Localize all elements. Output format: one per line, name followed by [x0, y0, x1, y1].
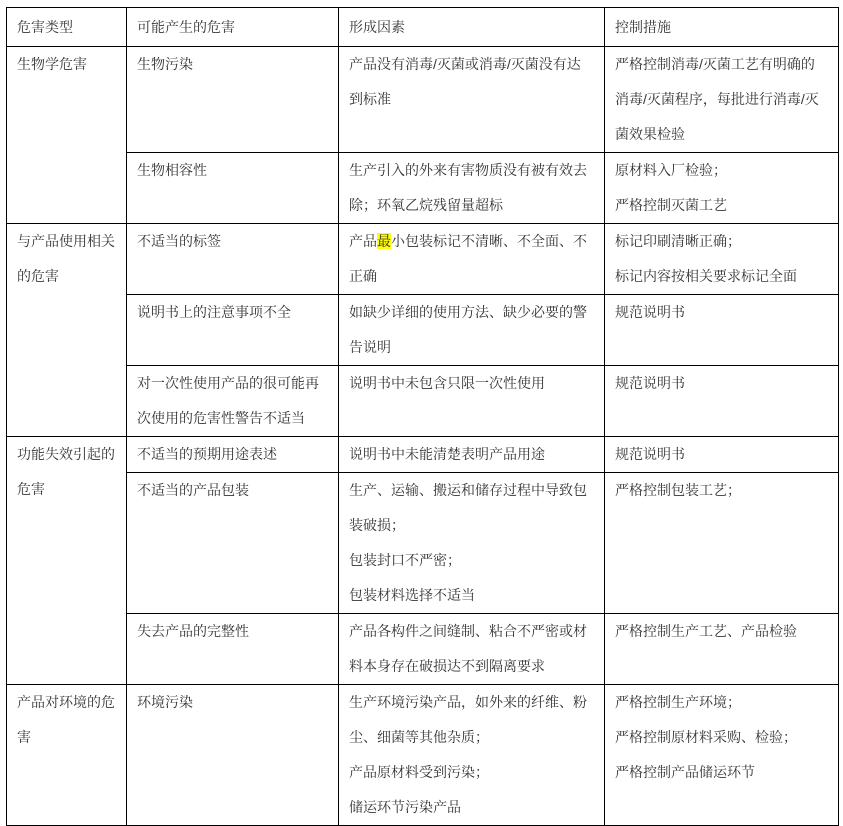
cell-paragraph: 产品各构件之间缝制、粘合不严密或材料本身存在破损达不到隔离要求 — [349, 623, 587, 674]
table-row-improper-label — [7, 224, 839, 295]
cell-paragraph: 规范说明书 — [615, 446, 685, 462]
cell-paragraph: 生产引入的外来有害物质没有被有效去除；环氧乙烷残留量超标 — [349, 162, 587, 213]
cell-paragraph: 严格控制产品储运环节 — [615, 764, 755, 780]
cell-improper-packaging-controls — [605, 473, 839, 614]
cell-bio-contamination-controls — [605, 47, 839, 153]
cell-paragraph: 严格控制原材料采购、检验； — [615, 729, 797, 745]
table-row-improper-packaging — [7, 473, 839, 614]
cell-paragraph: 严格控制消毒/灭菌工艺有明确的消毒/灭菌程序，每批进行消毒/灭菌效果检验 — [615, 56, 819, 142]
cell-improper-packaging-hazard: 不适当的产品包装 — [127, 473, 339, 614]
header-forming-factors: 形成因素 — [339, 8, 605, 47]
table-row-incomplete-precautions — [7, 295, 839, 366]
cell-environmental-pollution-factors — [339, 685, 605, 826]
cell-biocompatibility-factors — [339, 153, 605, 224]
cell-paragraph: 储运环节污染产品 — [349, 799, 461, 815]
cell-environmental-pollution-controls — [605, 685, 839, 826]
document-body — [6, 7, 839, 826]
cell-paragraph: 原材料入厂检验； — [615, 162, 727, 178]
cell-paragraph: 规范说明书 — [615, 375, 685, 391]
table-header-row — [7, 8, 839, 47]
cell-bio-contamination-factors — [339, 47, 605, 153]
cell-improper-label-controls — [605, 224, 839, 295]
cell-single-use-warning-controls — [605, 366, 839, 437]
table-row-single-use-warning — [7, 366, 839, 437]
table-row-bio-contamination — [7, 47, 839, 153]
cell-hazard-type-environmental: 产品对环境的危害 — [7, 685, 127, 826]
cell-biocompatibility-controls — [605, 153, 839, 224]
cell-paragraph — [349, 224, 594, 294]
cell-hazard-type-functional-failure: 功能失效引起的危害 — [7, 437, 127, 685]
cell-paragraph: 包装材料选择不适当 — [349, 587, 475, 603]
cell-paragraph: 如缺少详细的使用方法、缺少必要的警告说明 — [349, 304, 587, 355]
cell-improper-label-hazard: 不适当的标签 — [127, 224, 339, 295]
cell-improper-intended-use-factors — [339, 437, 605, 473]
cell-improper-packaging-factors — [339, 473, 605, 614]
cell-improper-label-factors — [339, 224, 605, 295]
cell-biocompatibility-hazard: 生物相容性 — [127, 153, 339, 224]
cell-paragraph: 严格控制包装工艺； — [615, 482, 741, 498]
header-hazard-type: 危害类型 — [7, 8, 127, 47]
cell-loss-of-integrity-factors — [339, 614, 605, 685]
cell-paragraph: 包装封口不严密； — [349, 552, 461, 568]
cell-paragraph: 产品没有消毒/灭菌或消毒/灭菌没有达到标准 — [349, 56, 581, 107]
cell-environmental-pollution-hazard: 环境污染 — [127, 685, 339, 826]
cell-paragraph: 产品原材料受到污染； — [349, 764, 489, 780]
text-before-highlight: 产品 — [349, 233, 377, 249]
cell-incomplete-precautions-factors — [339, 295, 605, 366]
cell-paragraph: 严格控制灭菌工艺 — [615, 197, 727, 213]
cell-incomplete-precautions-hazard: 说明书上的注意事项不全 — [127, 295, 339, 366]
table-row-biocompatibility — [7, 153, 839, 224]
header-possible-hazard: 可能产生的危害 — [127, 8, 339, 47]
cell-improper-intended-use-hazard: 不适当的预期用途表述 — [127, 437, 339, 473]
table-row-loss-of-integrity — [7, 614, 839, 685]
cell-hazard-type-biological: 生物学危害 — [7, 47, 127, 224]
cell-incomplete-precautions-controls — [605, 295, 839, 366]
cell-paragraph: 严格控制生产工艺、产品检验 — [615, 623, 797, 639]
cell-loss-of-integrity-controls — [605, 614, 839, 685]
cell-single-use-warning-factors — [339, 366, 605, 437]
cell-single-use-warning-hazard: 对一次性使用产品的很可能再次使用的危害性警告不适当 — [127, 366, 339, 437]
cell-paragraph: 标记内容按相关要求标记全面 — [615, 268, 797, 284]
header-control-measures: 控制措施 — [605, 8, 839, 47]
table-row-environmental-pollution — [7, 685, 839, 826]
cell-improper-intended-use-controls — [605, 437, 839, 473]
search-highlight-mark: 最 — [377, 233, 391, 249]
cell-paragraph: 说明书中未包含只限一次性使用 — [349, 375, 545, 391]
table-row-improper-intended-use — [7, 437, 839, 473]
cell-hazard-type-use-related: 与产品使用相关的危害 — [7, 224, 127, 437]
cell-paragraph: 说明书中未能清楚表明产品用途 — [349, 446, 545, 462]
cell-bio-contamination-hazard: 生物污染 — [127, 47, 339, 153]
cell-paragraph: 生产、运输、搬运和储存过程中导致包装破损； — [349, 482, 587, 533]
text-after-highlight: 小包装标记不清晰、不全面、不正确 — [349, 233, 587, 284]
cell-paragraph: 规范说明书 — [615, 304, 685, 320]
cell-loss-of-integrity-hazard: 失去产品的完整性 — [127, 614, 339, 685]
hazard-analysis-table — [6, 7, 839, 826]
cell-paragraph: 生产环境污染产品，如外来的纤维、粉尘、细菌等其他杂质； — [349, 694, 587, 745]
cell-paragraph: 严格控制生产环境； — [615, 694, 741, 710]
cell-paragraph: 标记印刷清晰正确； — [615, 233, 741, 249]
